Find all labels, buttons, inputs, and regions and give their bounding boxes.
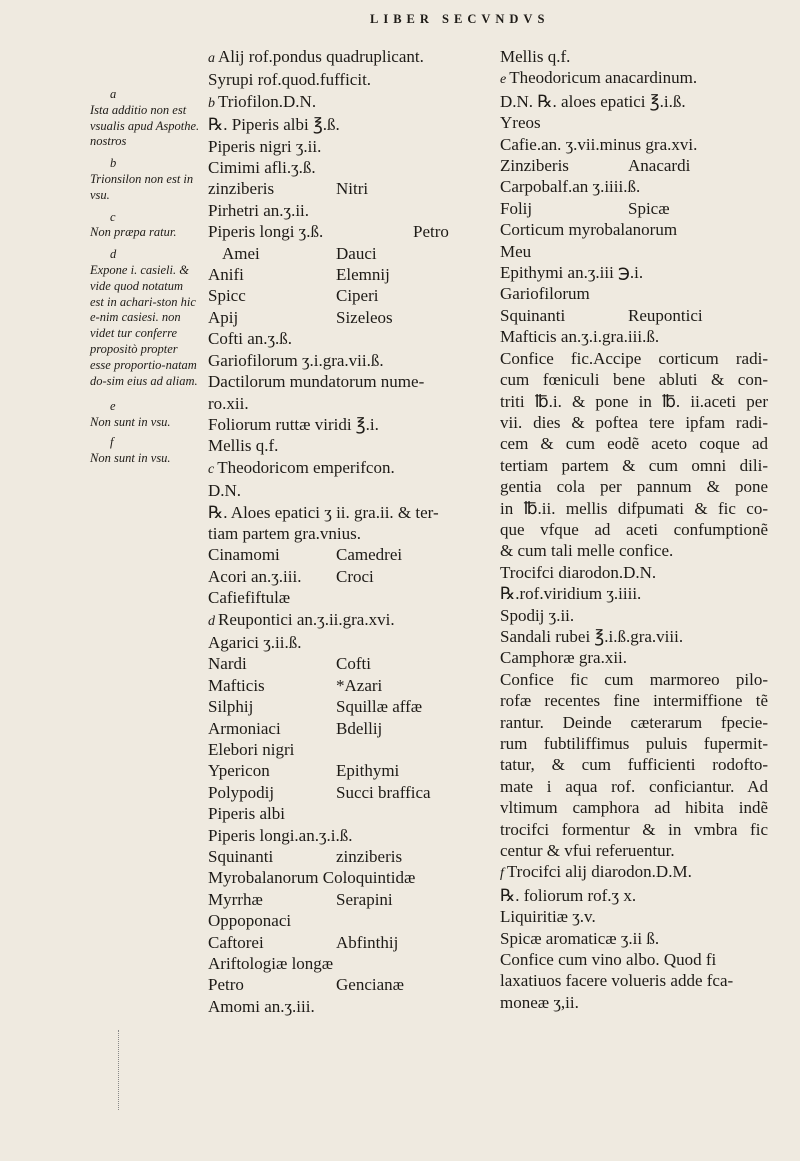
ingredient: Bdellij (336, 718, 383, 738)
ingredient: Ypericon (208, 761, 270, 781)
line-text: Spodij ʒ.ii. (500, 605, 575, 625)
line-text: Reupontici an.ʒ.ii.gra.xvi. (218, 609, 395, 629)
ingredient-pair (208, 675, 493, 696)
text-line (500, 949, 768, 970)
line-text: Cofti an.ʒ.ß. (208, 329, 293, 349)
ingredient: Armoniaci (208, 718, 281, 738)
line-text: Foliorum ruttæ viridi ℥.i. (208, 414, 379, 434)
ingredient: Amei (222, 243, 260, 263)
text-line: vltimum camphora ad hibita indẽ (500, 798, 768, 818)
margin-note-text: Non sunt in vsu. (90, 450, 171, 465)
ingredient: Silphij (208, 697, 254, 717)
text-line (500, 861, 768, 884)
ingredient-pair (208, 307, 493, 328)
ingredient: Caftorei (208, 932, 264, 952)
text-line (208, 414, 493, 435)
margin-note (90, 399, 200, 431)
ingredient-pair (208, 285, 493, 306)
ingredient: Sizeleos (336, 307, 393, 327)
ingredient-pair (208, 544, 493, 565)
line-text: Gariofilorum ʒ.i.gra.vii.ß. (208, 350, 384, 370)
text-line (500, 326, 768, 347)
line-text: Elebori nigri (208, 740, 295, 759)
margin-note-text: Expone i. casieli. & vide quod notatum est in achari-ston hic e-nim casiesi. non videt tur conferre propositò propter esse proportio-natam do-sim eius ad aliam. (90, 262, 198, 388)
ingredient: Nardi (208, 654, 247, 674)
ingredient: Cinamomi (208, 545, 280, 565)
line-text: Theodoricom emperifcon. (217, 457, 395, 477)
text-line (208, 328, 493, 349)
text-line (208, 136, 493, 157)
text-line: vii. dies & poftea tere ipfam radi- (500, 412, 768, 432)
ingredient: Myrrhæ (208, 889, 263, 909)
line-text: tiam partem gra.vnius. (208, 523, 361, 543)
ingredient-pair (208, 243, 493, 264)
text-line: mate i aqua rof. conficiantur. Ad (500, 776, 768, 796)
margin-note (90, 210, 200, 242)
line-text: Liquiritiæ ʒ.v. (500, 907, 596, 927)
margin-note-letter: e (110, 399, 116, 414)
ingredient-pair (208, 653, 493, 674)
line-text: Piperis longi.an.ʒ.i.ß. (208, 825, 353, 845)
text-line (208, 371, 493, 392)
ingredient: zinziberis (336, 847, 403, 867)
text-line (500, 562, 768, 583)
text-line (500, 112, 768, 133)
text-line (208, 69, 493, 90)
text-line (208, 803, 493, 824)
line-text: ℞. Piperis albi ℥.ß. (208, 115, 340, 135)
line-text: Meu (500, 241, 532, 261)
reference-letter: c (208, 461, 215, 477)
margin-note (90, 247, 200, 389)
margin-note-text: Non præpa ratur. (90, 225, 177, 240)
text-line (208, 350, 493, 371)
reference-letter: b (208, 95, 215, 111)
ingredient-pair (500, 198, 768, 219)
line-text: Myrobalanorum Coloquintidæ (208, 868, 416, 888)
ingredient-pair (208, 760, 493, 781)
line-text: Mellis q.f. (208, 436, 279, 456)
ingredient: Dauci (336, 243, 377, 263)
text-line (208, 502, 493, 523)
text-line: gentia cola per pannum & pone (500, 477, 768, 497)
margin-note (90, 156, 200, 203)
line-text: Cafie.an. ʒ.vii.minus gra.xvi. (500, 134, 698, 154)
ingredient: Croci (336, 566, 374, 586)
line-text: D.N. (208, 481, 242, 501)
text-line: rantur. Deinde cæterarum fpecie- (500, 712, 768, 732)
line-text: Ariftologiæ longæ (208, 954, 334, 974)
text-line (208, 910, 493, 931)
ingredient-pair (500, 155, 768, 176)
line-text: Theodoricum anacardinum. (509, 68, 698, 88)
reference-letter: a (208, 51, 215, 66)
ingredient-pair (208, 932, 493, 953)
text-line (500, 91, 768, 112)
line-text: Spicæ aromaticæ ʒ.ii ß. (500, 928, 660, 948)
ingredient: Petro (413, 222, 449, 242)
text-line (500, 928, 768, 949)
text-line (208, 825, 493, 846)
margin-note-text: Trionsilon non est in vsu. (90, 171, 194, 202)
text-line: cem & cum eodẽ aceto coque ad (500, 434, 768, 454)
line-text: ℞. foliorum rof.ʒ x. (500, 885, 637, 905)
middle-column (208, 46, 493, 1017)
ingredient: Elemnij (336, 265, 390, 285)
text-line: tatur, & cum fufficienti rodofto- (500, 755, 768, 775)
text-line: triti ℔.i. & pone in ℔. ii.aceti per (500, 391, 768, 411)
text-line (208, 609, 493, 632)
ingredient: Anacardi (628, 156, 691, 176)
text-line (208, 739, 493, 760)
text-line (208, 393, 493, 414)
ingredient-pair (208, 718, 493, 739)
margin-note-letter: a (110, 87, 117, 101)
ingredient-pair (208, 782, 493, 803)
page-edge-mark (118, 1030, 133, 1110)
ingredient: Squillæ affæ (336, 697, 423, 717)
ingredient-pair (208, 264, 493, 285)
ingredient: Petro (208, 975, 244, 995)
line-text: D.N. ℞. aloes epatici ℥.i.ß. (500, 91, 686, 111)
text-line (208, 587, 493, 608)
text-line (500, 219, 768, 240)
ingredient: Camedrei (336, 545, 403, 565)
ingredient: Cofti (336, 654, 371, 674)
line-text: Piperis albi (208, 804, 285, 824)
text-line (208, 46, 493, 69)
reference-letter: e (500, 72, 507, 88)
line-text: ℞. Aloes epatici ʒ ii. gra.ii. & ter- (208, 502, 439, 522)
line-text: ro.xii. (208, 393, 249, 413)
ingredient: Folij (500, 198, 533, 218)
ingredient-pair (208, 221, 493, 242)
line-text: Gariofilorum (500, 284, 590, 304)
line-text: Epithymi an.ʒ.iii ℈.i. (500, 263, 644, 283)
ingredient-pair (208, 889, 493, 910)
text-line (208, 114, 493, 135)
text-line: cum fœniculi bene abluti & con- (500, 370, 768, 390)
margin-note-letter: b (110, 156, 117, 171)
line-text: Pirhetri an.ʒ.ii. (208, 200, 310, 220)
line-text: moneæ ʒ,ii. (500, 992, 579, 1012)
text-line (500, 840, 768, 861)
text-line (208, 457, 493, 480)
text-line (500, 885, 768, 906)
ingredient: Reupontici (628, 305, 703, 325)
ingredient: Acori an.ʒ.iii. (208, 566, 302, 586)
ingredient-pair (208, 178, 493, 199)
margin-notes (90, 87, 200, 467)
ingredient-pair (208, 566, 493, 587)
ingredient: Succi braffica (336, 782, 431, 802)
margin-note-text: Non sunt in vsu. (90, 415, 171, 430)
line-text: laxatiuos facere volueris adde fca- (500, 971, 734, 991)
text-line (500, 605, 768, 626)
ingredient: Squinanti (500, 305, 566, 325)
line-text: Yreos (500, 113, 541, 133)
reference-letter: f (500, 866, 504, 882)
line-text: Camphoræ gra.xii. (500, 648, 628, 668)
line-text: Cafiefiftulæ (208, 588, 291, 608)
ingredient-pair (208, 974, 493, 995)
text-line (500, 241, 768, 262)
text-line (208, 200, 493, 221)
text-line: que vfque ad aceti confumptionẽ (500, 519, 768, 539)
text-line (500, 176, 768, 197)
margin-note-text: Ista additio non est vsualis apud Aspothe. nostros (90, 102, 200, 149)
line-text: Cimimi afli.ʒ.ß. (208, 158, 316, 178)
right-column (500, 46, 768, 1013)
ingredient: zinziberis (208, 179, 275, 199)
ingredient: Gencianæ (336, 975, 404, 995)
text-line (500, 626, 768, 647)
ingredient: Nitri (336, 179, 369, 199)
text-line (500, 134, 768, 155)
text-line (208, 435, 493, 456)
margin-note (90, 87, 200, 150)
line-text: Trocifci alij diarodon.D.M. (506, 862, 692, 882)
ingredient: Serapini (336, 889, 393, 909)
ingredient: Epithymi (336, 761, 400, 781)
ingredient: Ciperi (336, 286, 379, 306)
line-text: ℞.rof.viridium ʒ.iiii. (500, 584, 642, 604)
line-text: Sandali rubei ℥.i.ß.gra.viii. (500, 626, 684, 646)
line-text: Amomi an.ʒ.iii. (208, 996, 315, 1016)
ingredient: *Azari (336, 675, 383, 695)
line-text: Confice cum vino albo. Quod fi (500, 950, 717, 970)
text-line (500, 262, 768, 283)
line-text: & cum tali melle confice. (500, 541, 674, 561)
text-line (500, 283, 768, 304)
line-text: Trocifci diarodon.D.N. (500, 562, 657, 582)
text-line (208, 632, 493, 653)
line-text: Mafticis an.ʒ.i.gra.iii.ß. (500, 327, 660, 347)
text-line (500, 906, 768, 927)
ingredient: Piperis longi ʒ.ß. (208, 222, 324, 242)
text-line (208, 157, 493, 178)
ingredient: Mafticis (208, 675, 265, 695)
text-line (500, 67, 768, 90)
line-text: Corticum myrobalanorum (500, 220, 678, 240)
text-line: in ℔.ii. mellis difpumati & fic co- (500, 498, 768, 518)
line-text: Agarici ʒ.ii.ß. (208, 632, 302, 652)
text-line (208, 953, 493, 974)
text-line (500, 992, 768, 1013)
text-line (500, 46, 768, 67)
ingredient: Apij (208, 307, 239, 327)
margin-note (90, 435, 200, 467)
line-text: Piperis nigri ʒ.ii. (208, 136, 322, 156)
line-text: Syrupi rof.quod.fufficit. (208, 70, 372, 90)
text-line: rum fubtiliffimus puluis fupermit- (500, 734, 768, 753)
text-line (208, 867, 493, 888)
line-text: Triofilon.D.N. (218, 91, 317, 111)
text-line: Confice fic.Accipe corticum radi- (500, 348, 768, 368)
line-text: Oppoponaci (208, 911, 292, 931)
text-line: rofæ recentes fine intermiffione tẽ (500, 691, 768, 711)
ingredient: Squinanti (208, 847, 274, 867)
line-text: centur & vfui referuentur. (500, 841, 675, 861)
text-line (500, 970, 768, 991)
ingredient-pair (208, 846, 493, 867)
text-line: Confice fic cum marmoreo pilo- (500, 669, 768, 689)
running-title: LIBER SECVNDVS (370, 12, 550, 26)
ingredient: Zinziberis (500, 156, 569, 176)
ingredient: Polypodij (208, 782, 275, 802)
ingredient: Anifi (208, 265, 244, 285)
text-line (208, 480, 493, 501)
text-line (208, 523, 493, 544)
line-text: Carpobalf.an ʒ.iiii.ß. (500, 177, 641, 197)
ingredient: Spicc (208, 286, 246, 306)
ingredient: Abfinthij (336, 932, 399, 952)
margin-note-letter: c (110, 209, 116, 224)
text-line (500, 583, 768, 604)
text-line (208, 996, 493, 1017)
text-line (500, 647, 768, 668)
text-line: tertiam partem & cum omni dili- (500, 455, 768, 475)
margin-note-letter: d (110, 247, 117, 262)
text-line (500, 540, 768, 561)
line-text: Dactilorum mundatorum nume- (208, 372, 425, 392)
text-line: trocifci formentur & in vmbra fic (500, 819, 768, 839)
margin-note-letter: f (110, 434, 114, 449)
ingredient-pair (500, 305, 768, 326)
ingredient: Spicæ (628, 198, 670, 218)
line-text: Alij rof.pondus quadruplicant. (218, 47, 424, 66)
ingredient-pair (208, 696, 493, 717)
text-line (208, 91, 493, 114)
line-text: Mellis q.f. (500, 47, 571, 66)
reference-letter: d (208, 613, 215, 629)
